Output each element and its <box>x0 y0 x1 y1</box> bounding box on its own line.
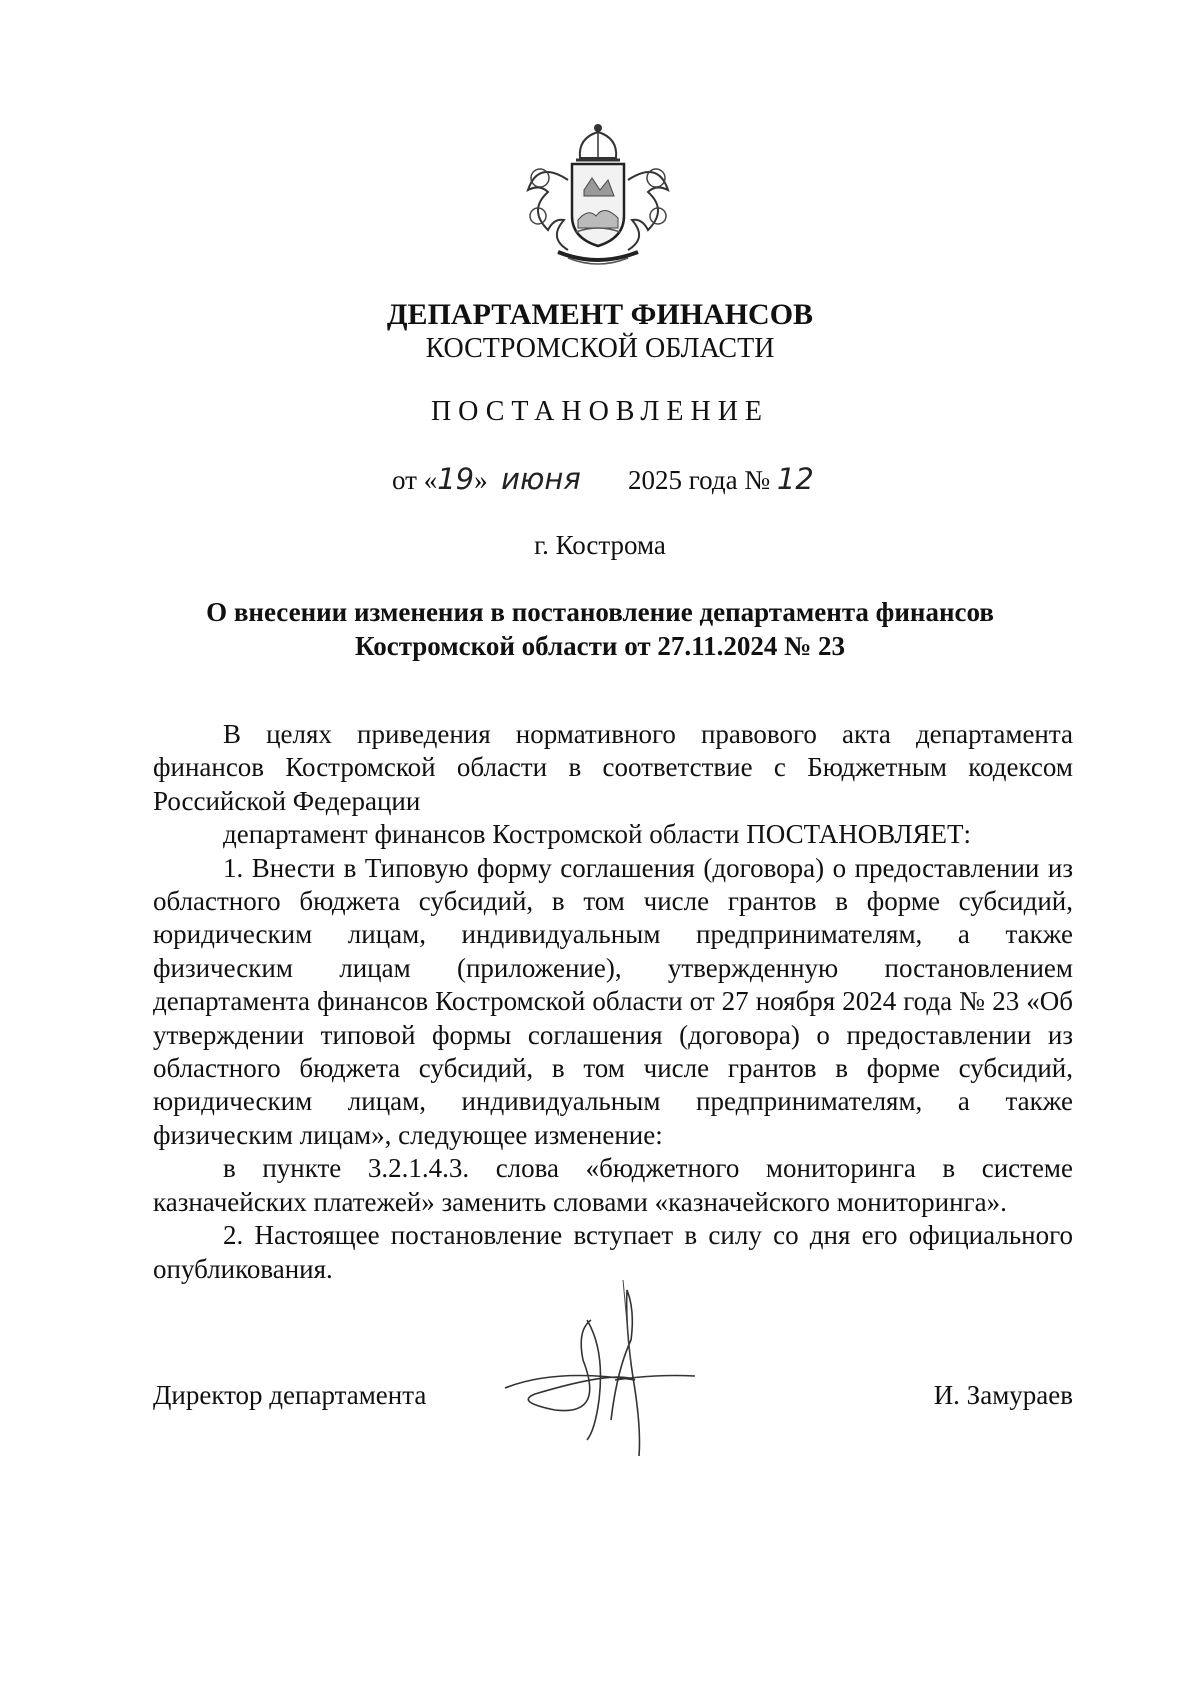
document-type: ПОСТАНОВЛЕНИЕ <box>430 396 770 427</box>
date-line <box>392 462 892 496</box>
signer-position: Директор департамента <box>153 1380 427 1410</box>
signer-name: И. Замураев <box>933 1380 1073 1410</box>
region-name: КОСТРОМСКОЙ ОБЛАСТИ <box>425 333 775 364</box>
date-prefix: от « <box>392 465 438 495</box>
document-number: 12 <box>776 462 814 496</box>
coat-of-arms-icon <box>518 120 678 270</box>
paragraph-change: в пункте 3.2.1.4.3. слова «бюджетного мониторинга в системе казначейских платежей» заменить словами «казначейского мониторинга». <box>153 1153 1073 1217</box>
paragraph-resolves: департамент финансов Костромской области ПОСТАНОВЛЯЕТ: <box>223 819 972 850</box>
title-line-1: О внесении изменения в постановление департамента финансов <box>206 597 994 627</box>
date-year: 2025 года № <box>628 465 771 495</box>
date-month: июня <box>501 462 581 496</box>
paragraph-item-2: 2. Настоящее постановление вступает в силу со дня его официального опубликования. <box>153 1220 1073 1284</box>
document-body <box>153 718 1073 1286</box>
paragraph-item-1: 1. Внести в Типовую форму соглашения (договора) о предоставлении из областного бюджета субсидий, в том числе грантов в форме субсидий, юридическим лицам, индивидуальным предпринимателям, а также физическим лицам (приложение), утвержденную постановлением департамента финансов Костромской области от 27 ноября 2024 года № 23 «Об утверждении типовой формы соглашения (договора) о предоставлении из областного бюджета субсидий, в том числе грантов в форме субсидий, юридическим лицам, индивидуальным предпринимателям, а также физическим лицам», следующее изменение: <box>153 852 1073 1150</box>
document-title <box>160 595 1040 663</box>
city: г. Кострома <box>534 530 666 560</box>
department-name: ДЕПАРТАМЕНТ ФИНАНСОВ <box>386 298 814 331</box>
date-day-close: » <box>474 465 488 495</box>
signature-block <box>153 1380 1073 1420</box>
date-day: 19 <box>437 462 475 496</box>
paragraph-preamble: В целях приведения нормативного правового акта департамента финансов Костромской области в соответствие с Бюджетным кодексом Российской Федерации <box>153 719 1073 816</box>
title-line-2: Костромской области от 27.11.2024 № 23 <box>354 631 846 661</box>
handwritten-signature-icon <box>495 1270 725 1470</box>
